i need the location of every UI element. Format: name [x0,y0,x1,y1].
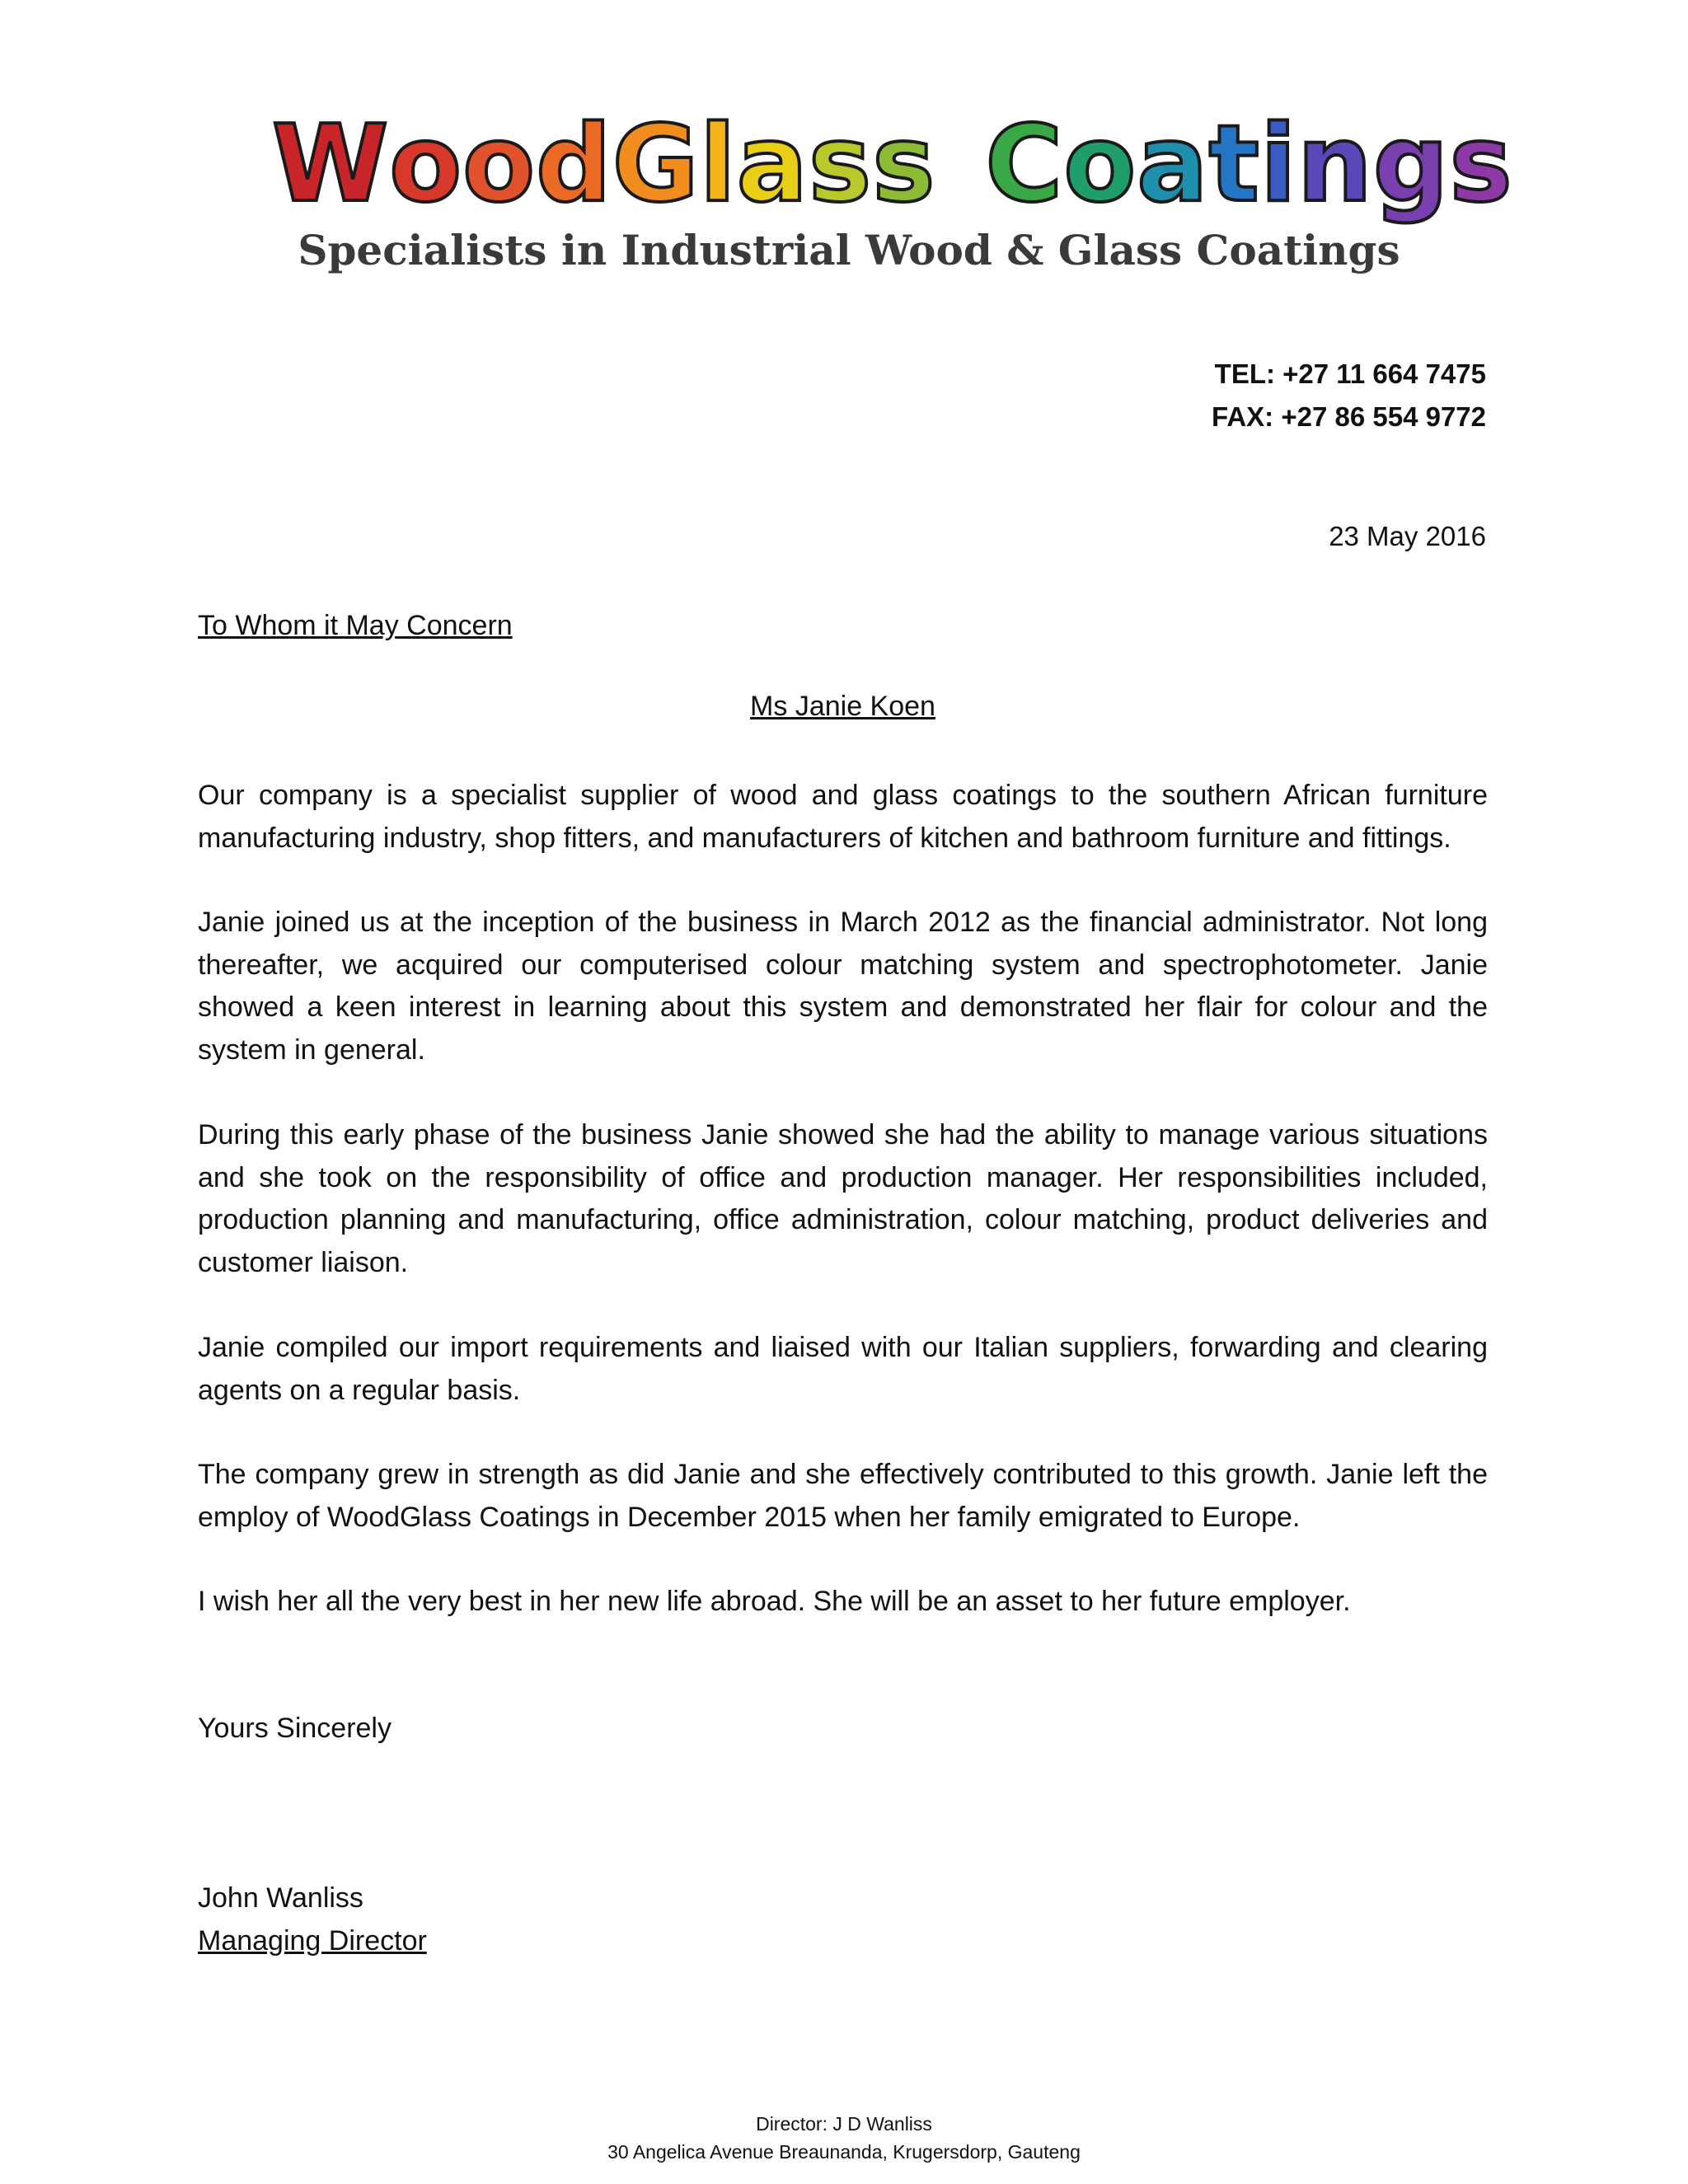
logo-wordmark [272,103,1513,226]
telephone-number: TEL: +27 11 664 7475 [1214,359,1486,389]
company-logo [272,103,1513,275]
logo-letter: W [272,103,390,226]
logo-letter: s [872,103,936,226]
subject-line [198,691,1488,723]
contact-block [1212,353,1486,438]
signer-name: John Wanliss [198,1882,363,1914]
paragraph-2: Janie joined us at the inception of the business in March 2012 as the financial administrator. Not long thereafter, we acquired our computerised colour matching system and spectrophotometer. Janie showed a keen interest in learning about this system and demonstrated her flair for colour and the system in general. [198,907,1488,1066]
logo-letter: l [699,103,737,226]
logo-letter: a [1137,103,1209,226]
paragraph-1: Our company is a specialist supplier of wood and glass coatings to the southern African furniture manufacturing industry, shop fitters, and manufacturers of kitchen and bathroom furniture and fittings. [198,780,1488,854]
logo-letter: s [809,103,873,226]
logo-letter: t [1208,103,1260,226]
signer-title: Managing Director [198,1924,427,1957]
logo-letter: i [1259,103,1297,226]
closing: Yours Sincerely [198,1713,392,1744]
paragraph-3: During this early phase of the business Janie showed she had the ability to manage various situations and she took on the responsibility of office and production manager. Her responsibilities included, production planning and manufacturing, office administration, colour matching, product deliveries and customer liaison. [198,1119,1488,1278]
subject-name: Ms Janie Koen [750,691,935,722]
logo-letter: n [1296,103,1373,226]
logo-letter: o [462,103,537,226]
salutation-text: To Whom it May Concern [198,610,513,641]
logo-letter: d [536,103,612,226]
paragraph-5: The company grew in strength as did Janie and she effectively contributed to this growth. Janie left the employ of WoodGlass Coatings in December 2015 when her family emigrated to Europe. [198,1459,1488,1533]
logo-letter: s [1449,103,1513,226]
fax-number: FAX: +27 86 554 9772 [1212,401,1486,432]
logo-letter: o [1063,103,1137,226]
paragraph-4: Janie compiled our import requirements and liaised with our Italian suppliers, forwarding and clearing agents on a regular basis. [198,1332,1488,1406]
logo-letter: C [985,103,1064,226]
logo-letter: G [612,103,700,226]
logo-tagline: Specialists in Industrial Wood & Glass Coatings [298,226,1400,274]
signature-block [198,1877,1488,1962]
salutation [198,605,1488,648]
footer [0,2110,1688,2166]
footer-director: Director: J D Wanliss [756,2113,932,2135]
logo-letter: a [736,103,809,226]
logo-letter: g [1372,103,1450,226]
letter-date: 23 May 2016 [1329,521,1486,551]
footer-address: 30 Angelica Avenue Breaunanda, Krugersdorp, Gauteng [607,2141,1081,2163]
paragraph-6: I wish her all the very best in her new life abroad. She will be an asset to her future employer. [198,1586,1351,1617]
logo-letter: o [389,103,463,226]
